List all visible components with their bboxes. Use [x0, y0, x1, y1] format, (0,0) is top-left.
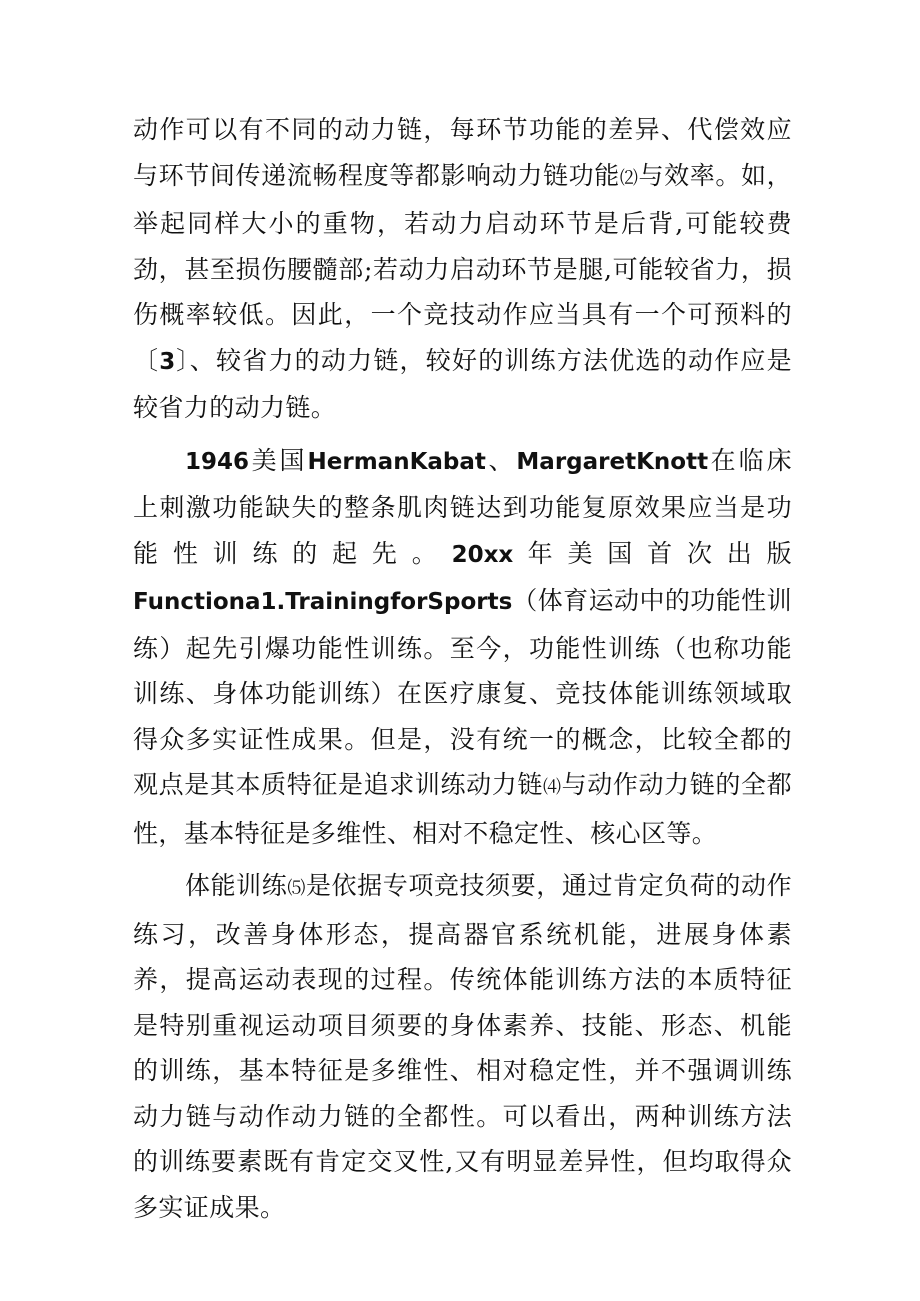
- footnote-ref: ⑵: [619, 167, 639, 189]
- person-name: HermanKabat: [307, 448, 486, 475]
- footnote-ref: ⑷: [542, 777, 562, 798]
- footnote-ref: ⑸: [287, 878, 306, 899]
- text-segment: 在临床上刺激功能缺失的整条肌肉链达到功能复原效果应当是功能性训练的起先。: [133, 445, 792, 568]
- text-segment: （体育运动中的功能性训练）起先引爆功能性训练。至今，功能性训练（也称功能训练、身体功能训练）在医疗康复、竞技体能训练领域取得众多实证性成果。但是，没有统一的概念，比较全都的观点是其本质特征是追求训练动力链: [133, 586, 792, 799]
- book-title: Functiona1.TrainingforSports: [133, 589, 513, 615]
- year-text: 1946: [185, 448, 250, 475]
- paragraph-physical-training: [133, 863, 792, 1230]
- text-segment: 与动作动力链的全都性，基本特征是多维性、相对不稳定性、核心区等。: [133, 770, 792, 848]
- text-segment: 年美国首次出版: [513, 538, 792, 568]
- text-segment: 与效率。如，举起同样大小的重物，若动力启动环节是后背,可能较费劲，甚至损伤腰髓部;若动力启动环节是腿,可能较省力，损伤概率较低。因此，一个竞技动作应当具有一个可预料的〔: [133, 160, 792, 375]
- person-name: MargaretKnott: [516, 448, 709, 475]
- text-segment: 体能训练: [185, 871, 288, 900]
- text-segment: 、: [485, 445, 517, 475]
- text-segment: 动作可以有不同的动力链，每环节功能的差异、代偿效应与环节间传递流畅程度等都影响动力链功能: [133, 115, 792, 190]
- text-segment: 〕、较省力的动力链，较好的训练方法优选的动作应是较省力的动力链。: [133, 345, 793, 422]
- paragraph-kinetic-chain: [133, 107, 792, 431]
- citation-ref: 3: [159, 348, 176, 375]
- text-segment: 是依据专项竞技须要，通过肯定负荷的动作练习，改善身体形态，提高器官系统机能，进展身体素养，提高运动表现的过程。传统体能训练方法的本质特征是特别重视运动项目须要的身体素养、技能、形态、机能的训练，基本特征是多维性、相对稳定性，并不强调训练动力链与动作动力链的全都性。可以看出，两种训练方法的训练要素既有肯定交叉性,又有明显差异性，但均取得众多实证成果。: [133, 871, 792, 1222]
- year-text: 20xx: [451, 541, 514, 568]
- paragraph-functional-training: [133, 438, 792, 857]
- text-segment: 美国: [249, 445, 308, 475]
